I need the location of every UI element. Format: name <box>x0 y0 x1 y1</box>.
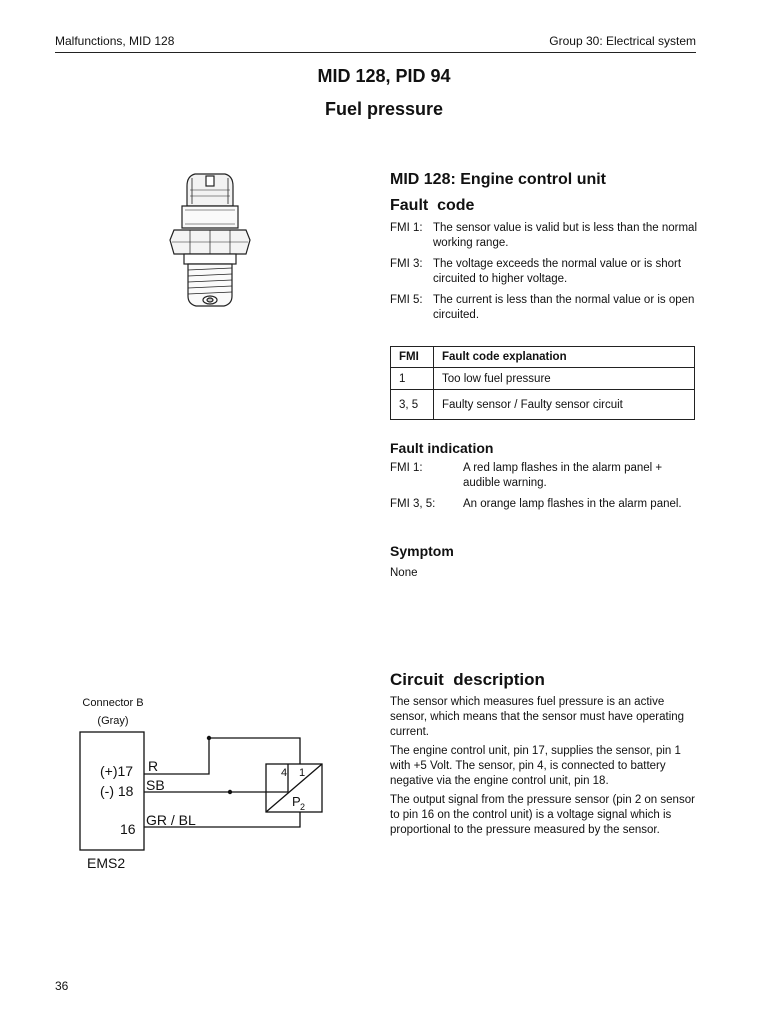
fault-code-heading: Fault code <box>390 197 475 214</box>
table-cell-explanation: Faulty sensor / Faulty sensor circuit <box>434 390 695 420</box>
pin-label-17: (+)17 <box>100 763 134 779</box>
page-number: 36 <box>55 979 69 993</box>
fmi-description: The voltage exceeds the normal value or is short circuited to higher voltage. <box>433 258 682 285</box>
table-cell-fmi: 3, 5 <box>391 390 434 420</box>
indication-code: FMI 3, 5: <box>390 498 436 510</box>
page-subtitle: Fuel pressure <box>324 99 444 119</box>
wire-label-grbl: GR / BL <box>146 812 196 828</box>
wire-label-sb: SB <box>146 777 165 793</box>
table-header-row <box>391 347 695 368</box>
fmi-description: The sensor value is valid but is less than the normal working range. <box>433 222 697 249</box>
fmi-item <box>390 293 700 323</box>
connector-color-label: (Gray) <box>97 715 129 727</box>
fmi-code: FMI 3: <box>390 258 423 270</box>
junction-dot <box>228 790 232 794</box>
fmi-code: FMI 1: <box>390 222 423 234</box>
indication-item <box>390 461 700 491</box>
ems2-label: EMS2 <box>87 855 126 871</box>
table-row <box>391 390 695 420</box>
fmi-code: FMI 5: <box>390 294 423 306</box>
circuit-paragraph: The output signal from the pressure sensor (pin 2 on sensor to pin 16 on the control unit) is a voltage signal which is proportional to the pressure measured by the sensor. <box>390 794 695 836</box>
indication-item <box>390 497 700 512</box>
table-row <box>391 368 695 390</box>
fault-indication-heading: Fault indication <box>390 440 494 456</box>
table-header-fmi: FMI <box>391 347 434 368</box>
sensor-pin-4: 4 <box>281 767 288 779</box>
fmi-list <box>390 221 700 329</box>
fault-indication-list <box>390 461 700 518</box>
header-right: Group 30: Electrical system <box>549 34 696 48</box>
fuel-pressure-sensor-image <box>160 168 260 318</box>
header-divider <box>55 52 696 53</box>
symptom-text: None <box>390 567 418 579</box>
fmi-item <box>390 257 700 287</box>
wire-r <box>144 738 300 774</box>
pin-label-18: (-) 18 <box>100 783 134 799</box>
indication-text: A red lamp flashes in the alarm panel + audible warning. <box>463 462 663 489</box>
table-header-explanation: Fault code explanation <box>434 347 695 368</box>
header-left: Malfunctions, MID 128 <box>55 34 175 48</box>
fmi-item <box>390 221 700 251</box>
sensor-symbol-subscript: 2 <box>300 802 306 812</box>
fmi-description: The current is less than the normal value or is open circuited. <box>433 294 695 321</box>
indication-text: An orange lamp flashes in the alarm panel. <box>463 498 682 510</box>
table-cell-fmi: 1 <box>391 368 434 390</box>
sensor-pin-1: 1 <box>299 767 306 779</box>
wire-label-r: R <box>148 758 159 774</box>
section-heading: MID 128: Engine control unit <box>390 171 607 188</box>
circuit-paragraph: The sensor which measures fuel pressure is an active sensor, which means that the sensor must have operating current. <box>390 696 685 738</box>
connector-label: Connector B <box>82 697 144 709</box>
circuit-description <box>390 695 702 842</box>
wiring-diagram <box>70 728 340 878</box>
symptom-heading: Symptom <box>390 543 454 559</box>
pin-label-16: 16 <box>120 821 136 837</box>
fault-code-table <box>390 346 695 420</box>
circuit-paragraph: The engine control unit, pin 17, supplies the sensor, pin 1 with +5 Volt. The sensor, pin 4, is connected to battery negative via the engine control unit, pin 18. <box>390 745 681 787</box>
circuit-heading: Circuit description <box>390 670 545 689</box>
junction-dot <box>207 736 211 740</box>
sensor-symbol: P <box>292 794 301 809</box>
page-title: MID 128, PID 94 <box>317 66 451 86</box>
indication-code: FMI 1: <box>390 462 423 474</box>
table-cell-explanation: Too low fuel pressure <box>434 368 695 390</box>
